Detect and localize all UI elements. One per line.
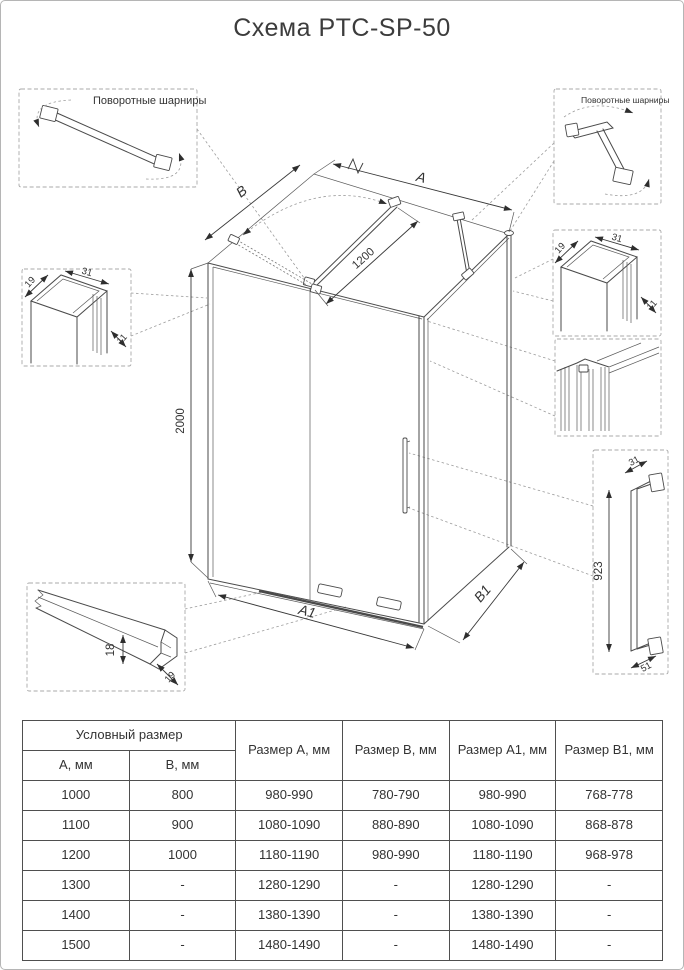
rail-depth-label: 19 [162, 669, 178, 685]
dimension-support-bar [315, 208, 420, 306]
table-cell: 1000 [23, 781, 130, 811]
column-header-a: А, мм [23, 751, 130, 781]
table-cell: 868-878 [556, 811, 663, 841]
rail-height-label: 18 [105, 643, 117, 657]
column-header-size-a: Размер А, мм [236, 721, 343, 781]
column-header-size-b1: Размер В1, мм [556, 721, 663, 781]
table-row [23, 901, 663, 931]
table-row [23, 841, 663, 871]
profile-right-gap-label: 11 [644, 297, 660, 313]
wall-profile-detail-left [22, 266, 131, 366]
hinge-detail-top-left [19, 89, 206, 187]
hinge-detail-top-right [554, 89, 670, 204]
table-cell: 1080-1090 [236, 811, 343, 841]
rail-guide [376, 597, 401, 611]
schematic-drawing [1, 1, 684, 717]
table-cell: 900 [129, 811, 236, 841]
handle-detail [593, 450, 668, 675]
table-row [23, 781, 663, 811]
table-cell: 880-890 [342, 811, 449, 841]
table-cell: 1180-1190 [449, 841, 556, 871]
table-cell: 1280-1290 [449, 871, 556, 901]
wall-profile-detail-right [553, 230, 661, 336]
profile-left-width-label: 31 [80, 265, 94, 280]
table-cell: - [556, 931, 663, 961]
table-cell: 968-978 [556, 841, 663, 871]
support-bar-phantom [228, 234, 312, 287]
handle-top-width-label: 31 [626, 454, 642, 469]
table-cell: 1380-1390 [449, 901, 556, 931]
column-header-conditional-size: Условный размер [23, 721, 236, 751]
table-row [23, 811, 663, 841]
bottom-rail-detail [27, 583, 185, 691]
table-cell: - [556, 871, 663, 901]
table-cell: 980-990 [236, 781, 343, 811]
corner-profile-detail [555, 339, 661, 436]
dim-bar-label: 1200 [350, 245, 378, 272]
size-table [22, 720, 663, 961]
leader-lines [131, 129, 593, 653]
table-cell: - [342, 871, 449, 901]
table-cell: 1480-1490 [449, 931, 556, 961]
dim-a1-label: A1 [296, 601, 318, 621]
dimension-height [175, 263, 208, 578]
table-cell: 1500 [23, 931, 130, 961]
page-title: Схема PTC-SP-50 [233, 14, 451, 42]
dim-b1-label: B1 [470, 581, 494, 606]
table-cell: 800 [129, 781, 236, 811]
table-cell: 1380-1390 [236, 901, 343, 931]
door-handle [403, 438, 410, 513]
table-cell: 1180-1190 [236, 841, 343, 871]
table-cell: 1480-1490 [236, 931, 343, 961]
table-row [23, 931, 663, 961]
table-cell: 1100 [23, 811, 130, 841]
column-header-size-b: Размер В, мм [342, 721, 449, 781]
table-cell: 1000 [129, 841, 236, 871]
table-cell: 768-778 [556, 781, 663, 811]
support-bar [303, 196, 401, 294]
column-header-size-a1: Размер А1, мм [449, 721, 556, 781]
handle-height-label: 923 [593, 561, 605, 581]
handle-bottom-width-label: 51 [638, 660, 654, 675]
dimension-b [205, 165, 300, 240]
table-cell: 1080-1090 [449, 811, 556, 841]
table-cell: 980-990 [342, 841, 449, 871]
dim-a-label: A [414, 168, 428, 186]
dim-b-label: B [232, 182, 250, 201]
table-cell: - [129, 871, 236, 901]
hinge-callout-label-right: Поворотные шарниры [581, 95, 670, 105]
profile-left-depth-label: 19 [22, 274, 38, 290]
profile-right-depth-label: 19 [552, 240, 568, 256]
rail-guide [317, 584, 342, 598]
table-cell: 1280-1290 [236, 871, 343, 901]
table-cell: - [129, 901, 236, 931]
dimension-b1 [428, 549, 527, 643]
profile-right-width-label: 31 [610, 231, 624, 246]
profile-left-gap-label: 11 [114, 331, 130, 347]
column-header-b: В, мм [129, 751, 236, 781]
hinge-callout-label-left: Поворотные шарниры [93, 95, 207, 107]
table-cell: - [342, 901, 449, 931]
table-cell: - [129, 931, 236, 961]
table-cell: 780-790 [342, 781, 449, 811]
table-cell: 1300 [23, 871, 130, 901]
table-cell: - [556, 901, 663, 931]
table-cell: - [342, 931, 449, 961]
table-cell: 1400 [23, 901, 130, 931]
table-cell: 980-990 [449, 781, 556, 811]
table-cell: 1200 [23, 841, 130, 871]
main-isometric-drawing [208, 174, 514, 629]
table-row [23, 871, 663, 901]
dim-height-label: 2000 [175, 408, 187, 434]
